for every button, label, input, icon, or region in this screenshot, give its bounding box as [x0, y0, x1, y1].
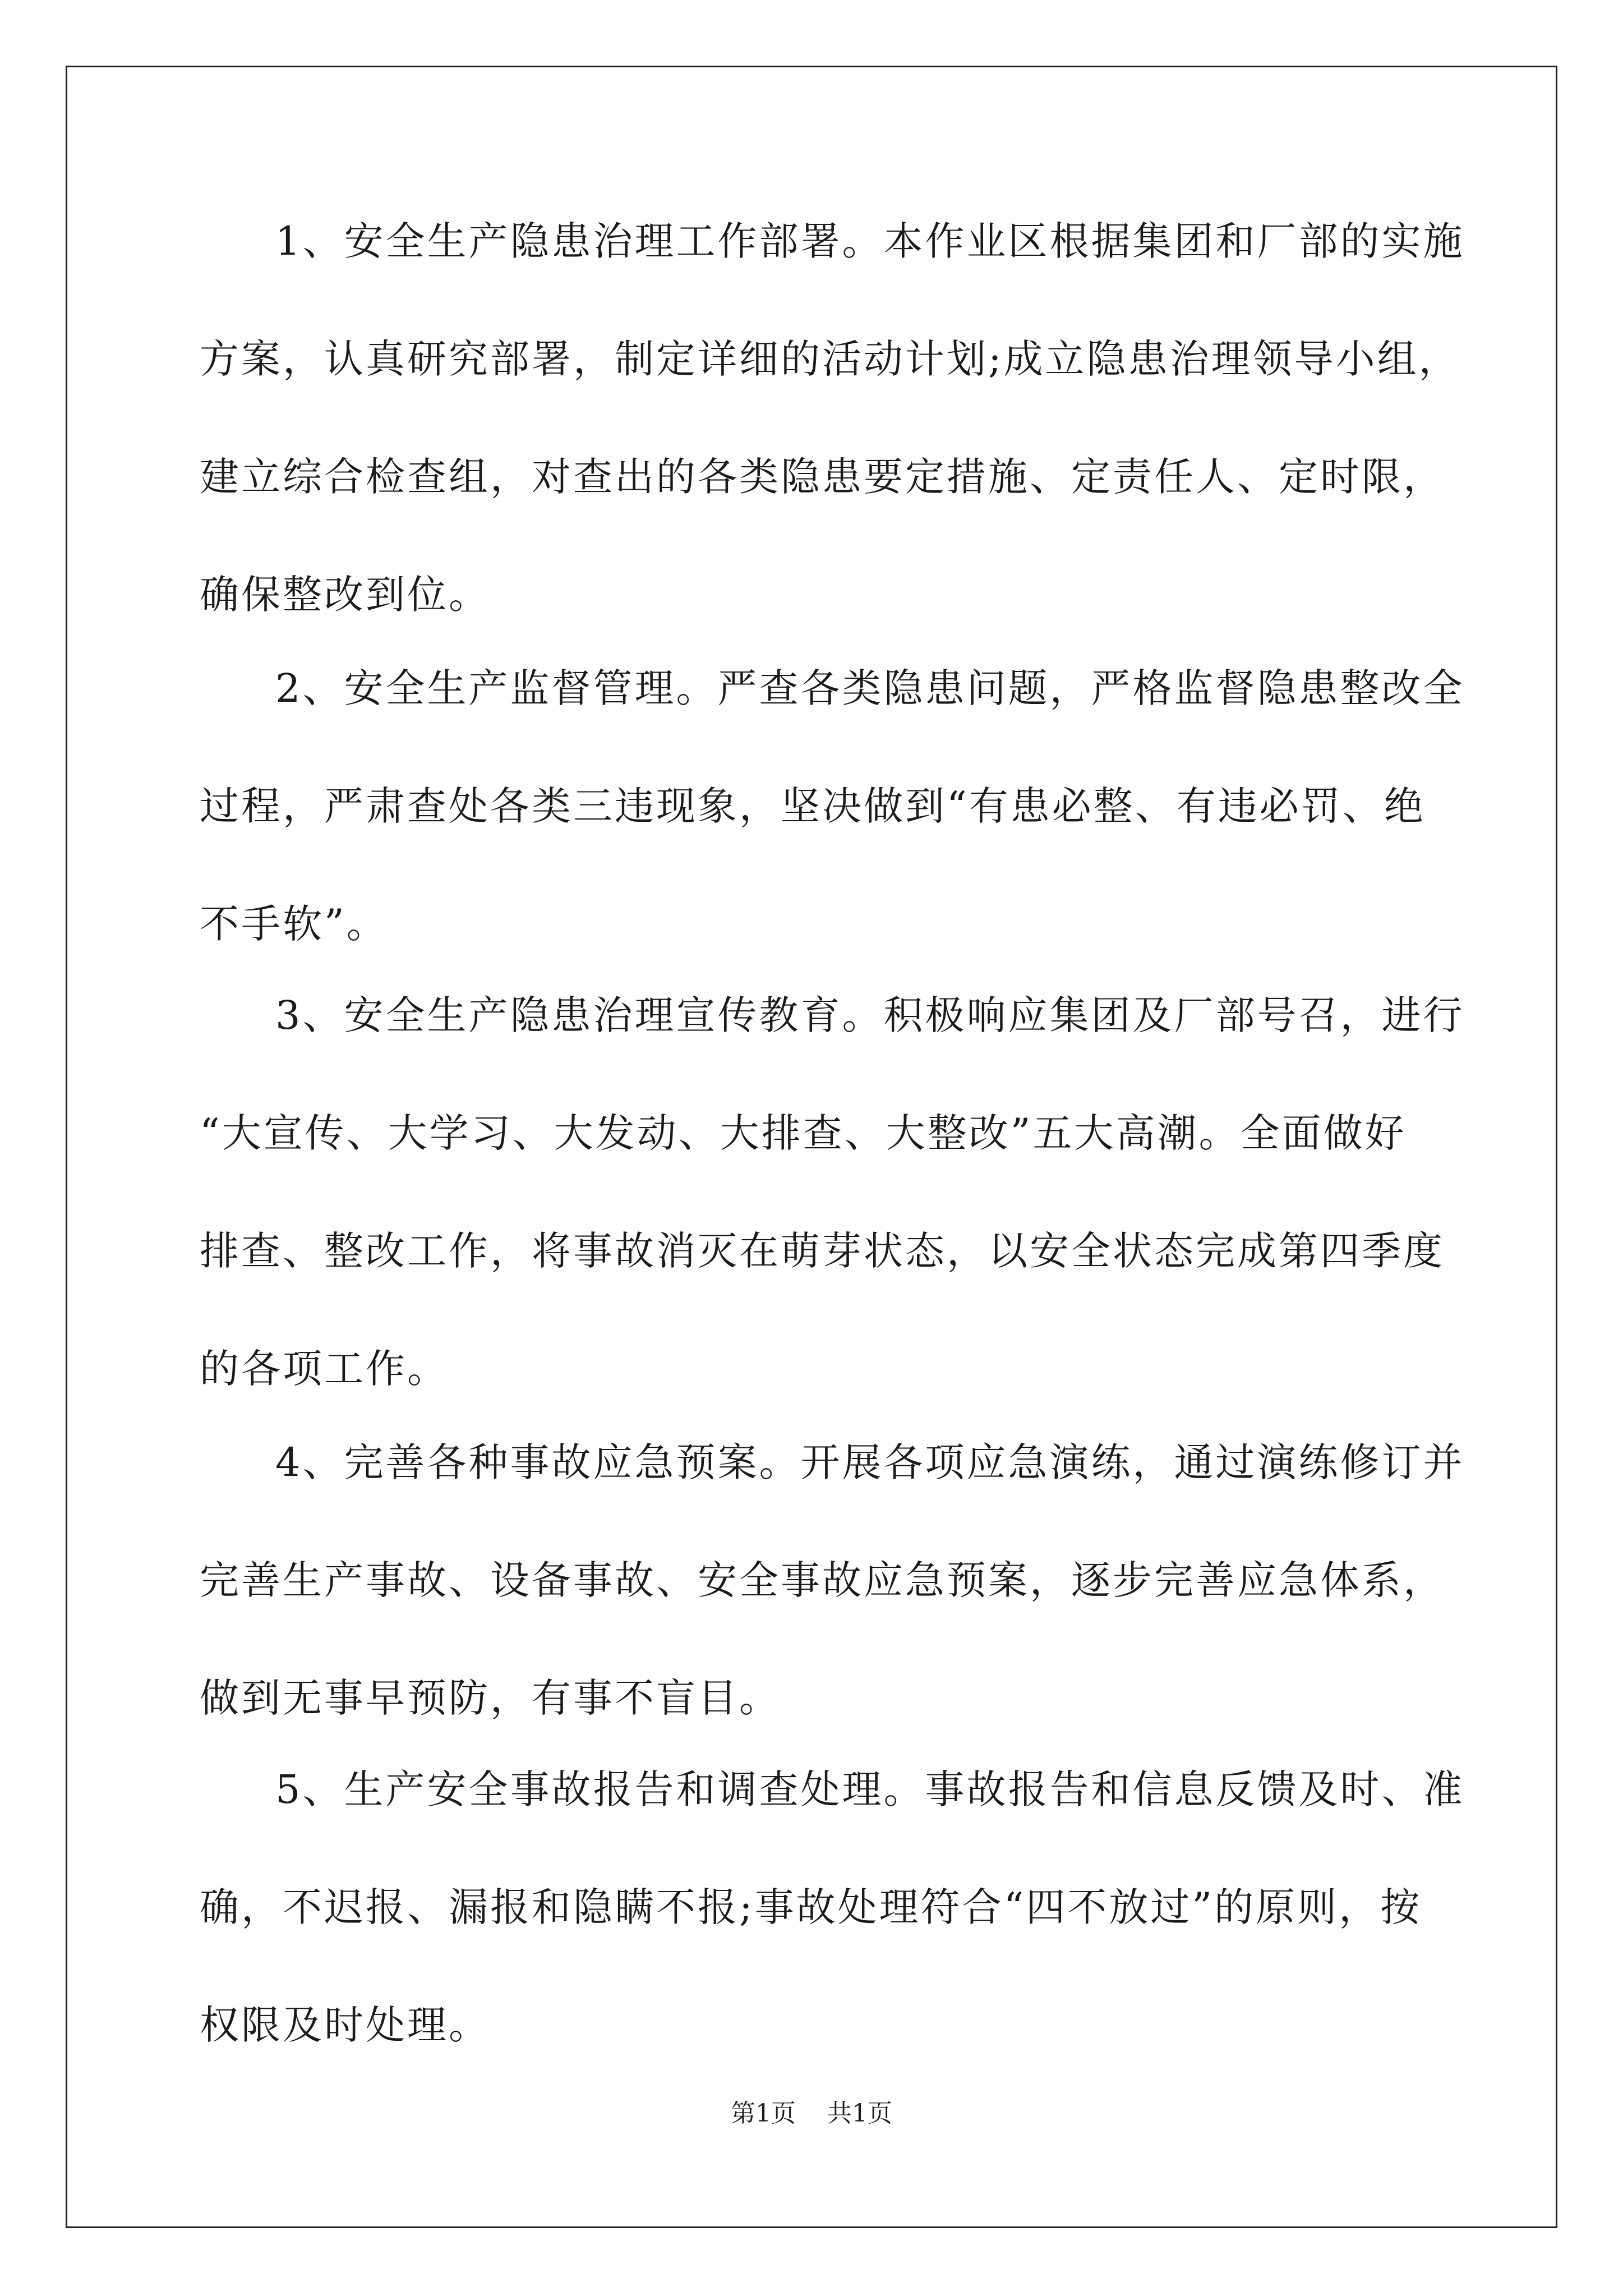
paragraph-line: 方案，认真研究部署，制定详细的活动计划;成立隐患治理领导小组， — [200, 336, 1460, 382]
paragraph-line: 2、安全生产监督管理。严查各类隐患问题，严格监督隐患整改全 — [275, 665, 1465, 711]
paragraph-line: 建立综合检查组，对查出的各类隐患要定措施、定责任人、定时限， — [200, 454, 1445, 500]
paragraph-line: 确保整改到位。 — [200, 572, 490, 618]
paragraph-line: 3、安全生产隐患治理宣传教育。积极响应集团及厂部号召，进行 — [275, 992, 1465, 1038]
page-footer — [0, 2097, 1623, 2131]
total-pages: 共1页 — [827, 2099, 892, 2128]
paragraph-line: 权限及时处理。 — [200, 2002, 490, 2048]
paragraph-line: 1、安全生产隐患治理工作部署。本作业区根据集团和厂部的实施 — [275, 218, 1465, 264]
paragraph-line: 过程，严肃查处各类三违现象，坚决做到“有患必整、有违必罚、绝 — [200, 783, 1426, 829]
paragraph-line: “大宣传、大学习、大发动、大排查、大整改”五大高潮。全面做好 — [200, 1110, 1407, 1156]
paragraph-line: 确，不迟报、漏报和隐瞒不报;事故处理符合“四不放过”的原则，按 — [200, 1884, 1422, 1930]
paragraph-line: 排查、整改工作，将事故消灭在萌芽状态，以安全状态完成第四季度 — [200, 1228, 1445, 1274]
paragraph-line: 4、完善各种事故应急预案。开展各项应急演练，通过演练修订并 — [275, 1439, 1465, 1485]
paragraph-line: 做到无事早预防，有事不盲目。 — [200, 1675, 781, 1721]
paragraph-line: 5、生产安全事故报告和调查处理。事故报告和信息反馈及时、准 — [275, 1766, 1465, 1812]
paragraph-line: 的各项工作。 — [200, 1346, 449, 1392]
paragraph-line: 完善生产事故、设备事故、安全事故应急预案，逐步完善应急体系， — [200, 1557, 1445, 1603]
paragraph-line: 不手软”。 — [200, 901, 388, 947]
page-number: 第1页 — [731, 2099, 796, 2128]
